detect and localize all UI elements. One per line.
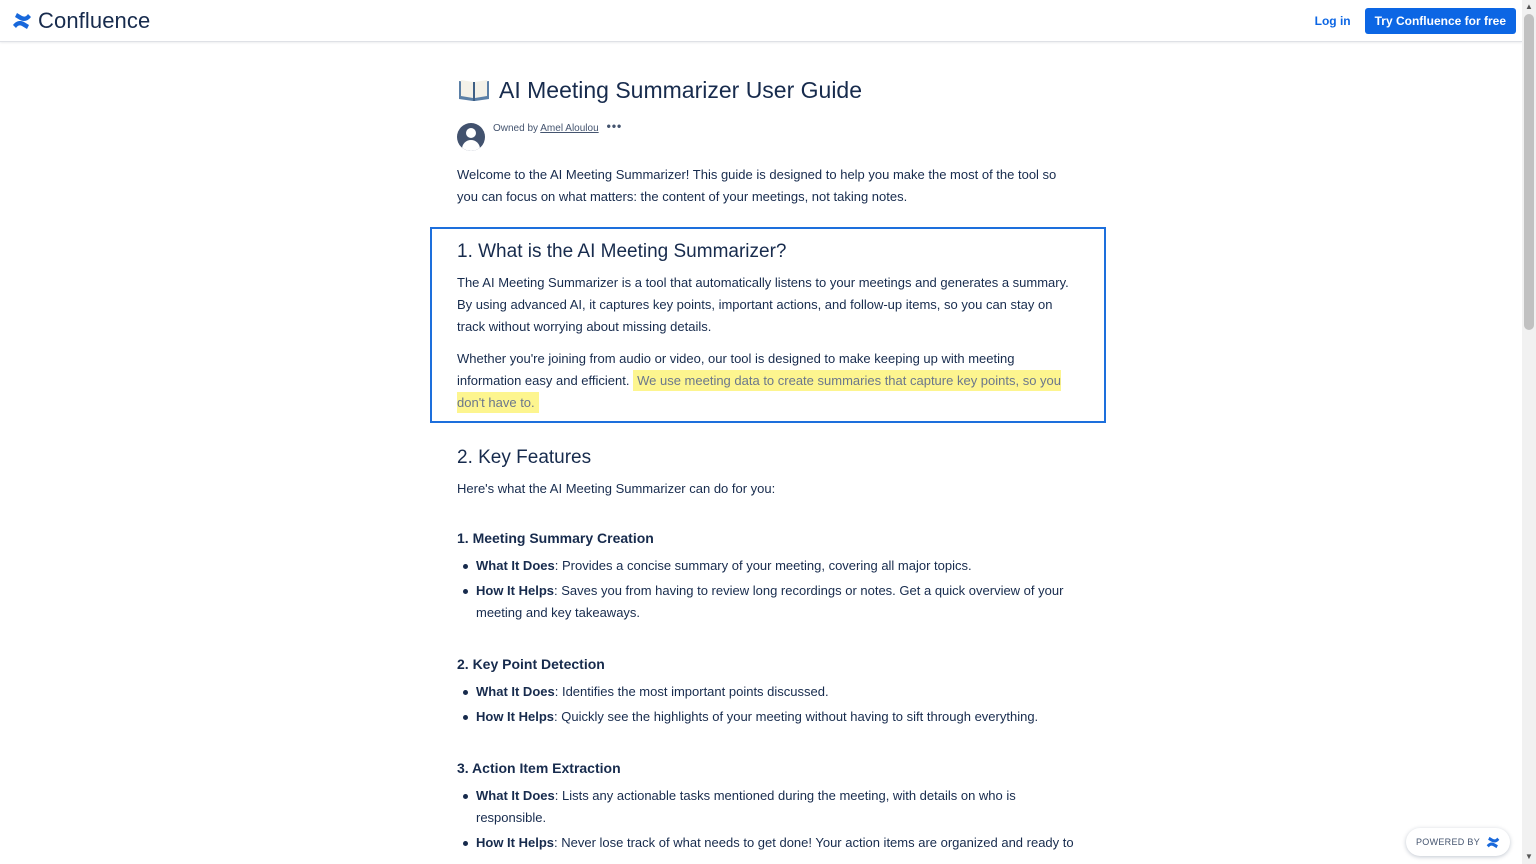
list-item [457,580,1077,624]
list-item [457,832,1077,854]
item-text: : Lists any actionable tasks mentioned during the meeting, with details on who is responsible. [476,788,1016,825]
page-title: AI Meeting Summarizer User Guide [499,76,863,103]
confluence-logo[interactable] [12,8,150,34]
highlighted-text: We use meeting data to create summaries that capture key points, so you don't have to. [457,370,1061,413]
more-actions-icon[interactable]: ••• [606,119,623,133]
item-label: How It Helps [476,583,555,598]
scroll-down-arrow-icon[interactable]: ▼ [1525,852,1533,861]
feature-heading: 3. Action Item Extraction [457,760,621,776]
intro-paragraph: Welcome to the AI Meeting Summarizer! This guide is designed to help you make the most of the tool so you can focus on what matters: the content of your meetings, not taking notes. [457,167,1057,204]
item-label: How It Helps [476,709,555,724]
list-item [457,785,1077,829]
item-text: : Saves you from having to review long recordings or notes. Get a quick overview of your meeting and key takeaways. [476,583,1064,620]
feature-heading: 2. Key Point Detection [457,656,605,672]
login-link[interactable]: Log in [1314,13,1351,28]
page-scrollbar[interactable] [1522,0,1536,864]
section-heading: 2. Key Features [457,447,592,468]
scroll-up-arrow-icon[interactable]: ▲ [1525,2,1533,11]
feature-block [457,757,1077,854]
powered-by-badge[interactable] [1406,828,1510,856]
list-item [457,681,1077,703]
section-paragraph: The AI Meeting Summarizer is a tool that automatically listens to your meetings and generates a summary. By using advanced AI, it captures key points, important actions, and follow-up items, so you can stay on track without worrying about missing details. [457,275,1069,334]
section-intro: Here's what the AI Meeting Summarizer can do for you: [457,481,776,496]
section-heading: 1. What is the AI Meeting Summarizer? [457,241,787,262]
feature-block [457,527,1077,624]
item-label: What It Does [476,684,555,699]
owned-by-label: Owned by [493,123,541,134]
confluence-icon [1486,836,1500,849]
paragraph-text: Whether you're joining from audio or video, our tool is designed to make keeping up with meeting information easy and efficient. [457,351,1015,388]
item-label: What It Does [476,558,555,573]
feature-list [457,785,1077,854]
section-paragraph-highlighted [457,348,1077,414]
confluence-icon [12,12,32,30]
item-label: How It Helps [476,835,555,850]
section-what-is [457,238,1077,414]
page-content [457,70,1077,208]
list-item [457,706,1077,728]
feature-list [457,555,1077,624]
list-item [457,555,1077,577]
feature-block [457,653,1077,728]
feature-heading: 1. Meeting Summary Creation [457,530,654,546]
item-text: : Identifies the most important points discussed. [554,684,829,699]
owner-link[interactable]: Amel Aloulou [540,123,599,134]
owned-by-text [493,123,599,134]
item-text: : Quickly see the highlights of your meeting without having to sift through everything. [554,709,1039,724]
scroll-thumb[interactable] [1524,14,1534,330]
powered-by-label: POWERED BY [1415,837,1480,847]
top-bar [0,0,1522,42]
section-key-features [457,444,1077,857]
item-label: What It Does [476,788,555,803]
brand-name: Confluence [38,7,151,33]
open-book-icon [457,77,491,103]
avatar[interactable] [457,123,485,151]
feature-list [457,681,1077,728]
item-text: : Provides a concise summary of your meeting, covering all major topics. [554,558,972,573]
page-byline [457,119,1077,154]
try-confluence-button[interactable]: Try Confluence for free [1365,8,1516,34]
item-text: : Never lose track of what needs to get done! Your action items are organized and ready to [554,835,1074,850]
